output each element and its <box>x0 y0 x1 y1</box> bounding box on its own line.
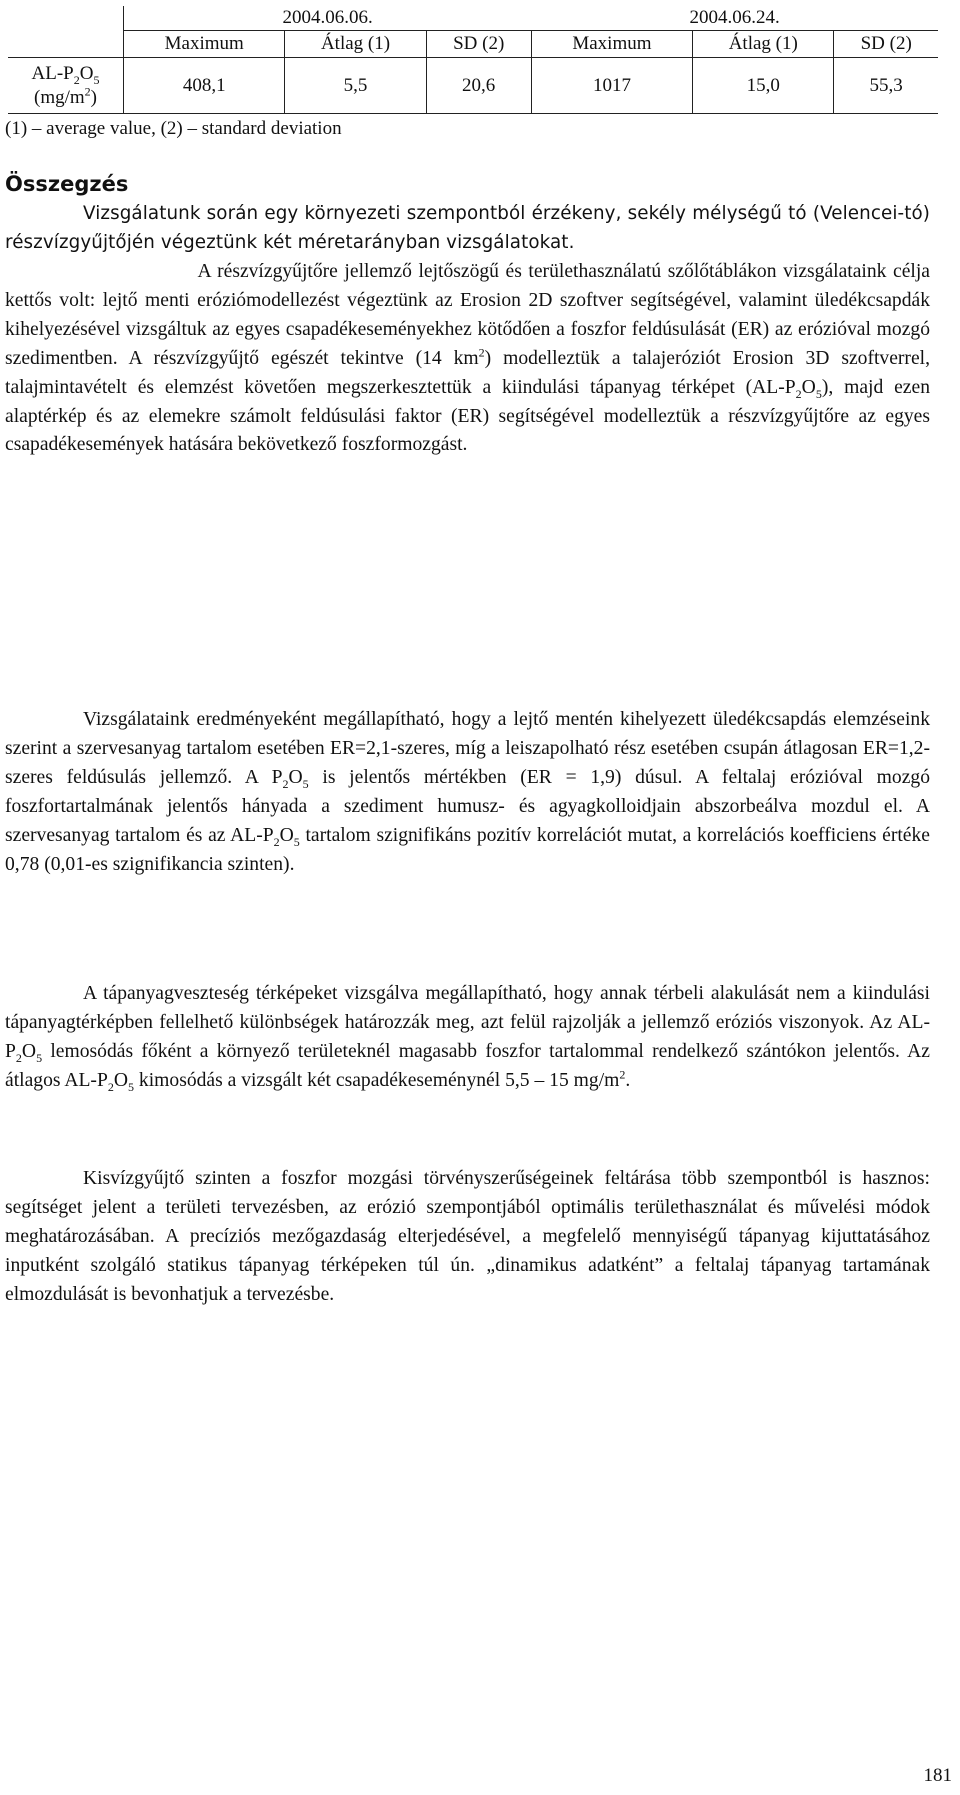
sub: 5 <box>93 72 100 87</box>
o: O <box>801 376 816 398</box>
cell-value: 55,3 <box>834 58 938 114</box>
sub: 2 <box>282 776 289 791</box>
sup: 2 <box>84 84 91 99</box>
text: . <box>625 1069 631 1091</box>
text: A tápanyagveszteség térképeket vizsgálva megállapítható, hogy annak térbeli alakulását nem a kiindulási tápanyagtérképben fellelhető különbségek határozzák meg, azt felül rajzolják a jellemző eróziós viszonyok. Az AL-P <box>5 983 930 1062</box>
page-number: 181 <box>923 1765 952 1786</box>
text: A részvízgyűjtő egészét tekintve (14 km <box>117 347 479 369</box>
cell-value: 1017 <box>531 58 692 114</box>
sub: 5 <box>302 776 309 791</box>
col-header-max-1: Maximum <box>124 31 285 58</box>
o: O <box>288 766 303 788</box>
o: O <box>113 1069 129 1091</box>
sub: 2 <box>273 834 280 849</box>
paragraph-2 <box>5 706 930 879</box>
sub: 5 <box>128 1079 135 1094</box>
text: kimosódás a vizsgált két csapadékeseménynél 5,5 – 15 mg/m <box>134 1069 620 1091</box>
paragraph-4 <box>5 1165 930 1310</box>
text: ) modelleztük a talajeróziót Erosion 3D szoftverrel, talajmintavételt és elemzést követően megszerkesztettük a kiindulási tápanyag térképet (AL-P <box>5 347 930 398</box>
cell-value: 15,0 <box>693 58 834 114</box>
cell-value: 20,6 <box>426 58 531 114</box>
text: Kisvízgyűjtő szinten a foszfor mozgási törvényszerűségeinek feltárása több szempontból is hasznos: segítséget jelent a területi tervezésben, az erózió szempontjából optimális területhasználat és művelési módok meghatározásában. A precíziós mezőgazdaság elterjedésével, a megfelelő mennyiségű tápanyag kijuttatásához inputként szolgáló statikus tápanyag térképeken túl ún. „dinamikus adatként” a feltalaj tápanyag tartamának elmozdulását is bevonhatjuk a tervezésbe. <box>5 1168 930 1305</box>
col-header-avg-2: Átlag (1) <box>693 31 834 58</box>
paragraph-3 <box>5 980 930 1096</box>
sup: 2 <box>478 345 485 360</box>
col-header-sd-1: SD (2) <box>426 31 531 58</box>
sub: 2 <box>107 1079 114 1094</box>
cell-value: 5,5 <box>285 58 426 114</box>
sub: 5 <box>36 1050 43 1065</box>
col-header-max-2: Maximum <box>531 31 692 58</box>
date-header-1: 2004.06.06. <box>124 6 532 31</box>
sub: 5 <box>815 386 822 401</box>
text: tartalom szignifikáns pozitív korrelációt mutat, a korrelációs koefficiens értéke 0,78 (0,01-es szignifikancia szinten). <box>5 824 930 875</box>
col-header-sd-2: SD (2) <box>834 31 938 58</box>
table-footnote: (1) – average value, (2) – standard deviation <box>5 118 342 139</box>
row-label-unit: (mg/m <box>34 86 85 108</box>
sub: 2 <box>73 72 80 87</box>
sup: 2 <box>619 1067 626 1082</box>
row-label-main: AL-P <box>31 62 74 84</box>
section-heading: Összegzés <box>5 172 129 196</box>
o: O <box>79 62 94 84</box>
cell-value: 408,1 <box>124 58 285 114</box>
date-header-2: 2004.06.24. <box>689 7 780 28</box>
row-label <box>8 58 124 114</box>
o: O <box>21 1040 37 1062</box>
text: A részvízgyűjtőre jellemző lejtőszögű és területhasználatú szőlőtáblákon vizsgálataink célja kettős volt: lejtő menti eróziómodellezést végeztünk az Erosion 2D szoftver segítségével, valamint üledékcsapdák kihelyezésével vizsgáltuk az egyes csapadékeseményekhez kötődően a foszfor feldúsulását (ER) az erózióval mozgó szedimentben. <box>5 261 930 369</box>
text: Vizsgálatunk során egy környezeti szempontból érzékeny, sekély mélységű tó (Velencei-tó) részvízgyűjtőjén végeztünk két méretarányban vizsgálatokat. <box>5 203 930 253</box>
text: is jelentős mértékben (ER = 1,9) dúsul. A feltalaj erózióval mozgó foszfortartalmának jelentős hányada a szediment humusz- és agyagkolloidjain abszorbeálva mozdul el. A szervesanyag tartalom és az AL-P <box>5 766 930 846</box>
sub: 2 <box>795 386 802 401</box>
o: O <box>279 824 294 846</box>
paragraph-1 <box>5 200 930 258</box>
sub: 5 <box>293 834 300 849</box>
col-header-avg-1: Átlag (1) <box>285 31 426 58</box>
sub: 2 <box>15 1050 22 1065</box>
text: Vizsgálataink eredményeként megállapítható, hogy a lejtő mentén kihelyezett üledékcsapdás elemzéseink szerint a szervesanyag tartalom esetében ER=2,1-szeres, míg a leiszapolható rész esetében csupán átlagosan ER=1,2-szeres feldúsulás jellemző. A P <box>5 709 930 788</box>
text: lemosódás főként a környező területeknél magasabb foszfor tartalommal rendelkező szántókon jelentős. Az átlagos AL-P <box>5 1040 930 1091</box>
paren: ) <box>90 86 97 108</box>
text: ), majd ezen alaptérkép és az elemekre számolt feldúsulási faktor (ER) segítségével modelleztük a részvízgyűjtőre az egyes csapadékesemények hatására bekövetkező foszformozgást. <box>5 376 930 456</box>
paragraph-1-cont <box>5 258 930 460</box>
phosphorus-table <box>8 6 938 114</box>
